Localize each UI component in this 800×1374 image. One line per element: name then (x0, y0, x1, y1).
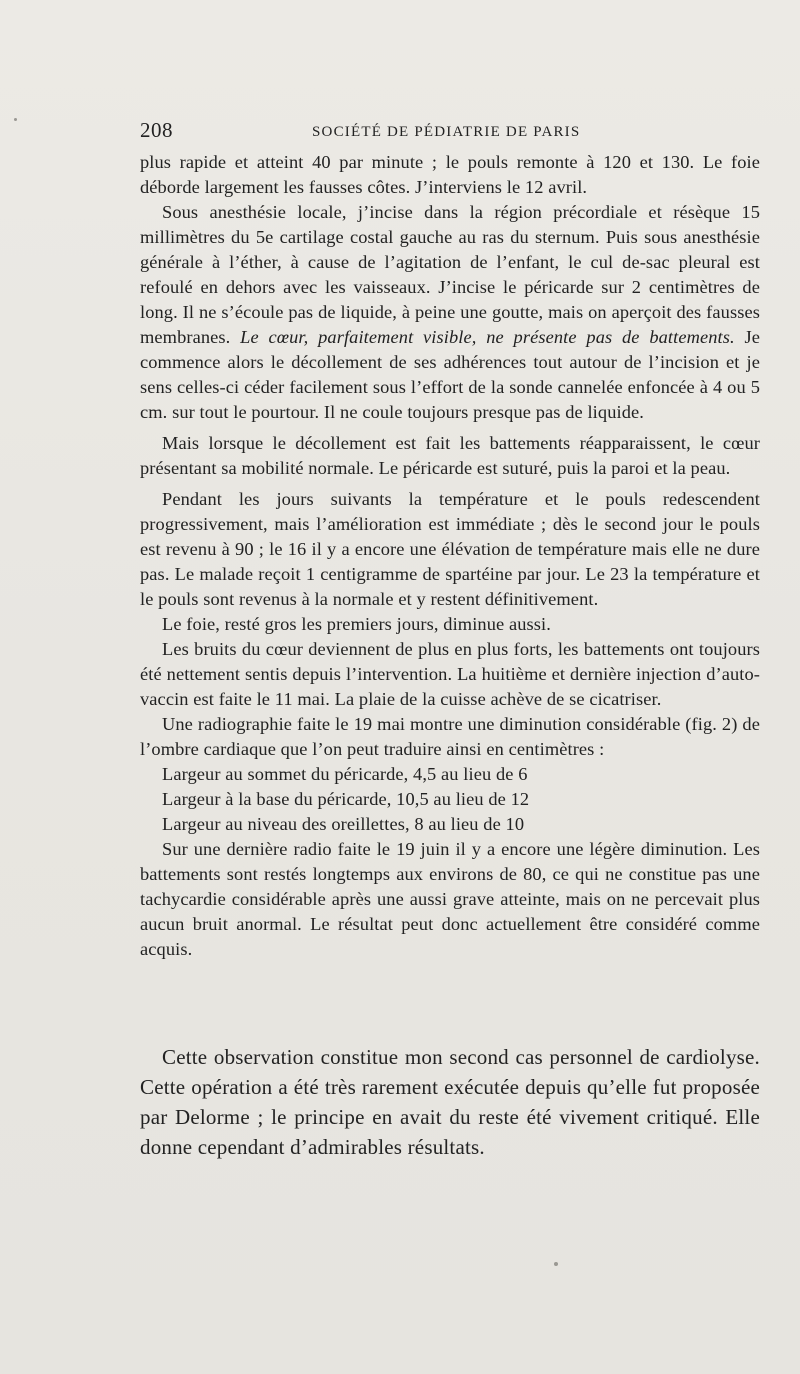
article-body (140, 150, 760, 962)
paragraph-suites: Pendant les jours suivants la température et le pouls redescendent progressivement, mais l’amélioration est immédiate ; dès le second jour le pouls est revenu à 90 ; le 16 il y a encore une élévation de température mais elle ne dure pas. Le malade reçoit 1 centigramme de spartéine par jour. Le 23 la température et le pouls sont revenus à la normale et y restent définitivement. (140, 489, 760, 609)
paper-speck (14, 118, 17, 121)
paragraph-battements: Mais lorsque le décollement est fait les battements réapparaissent, le cœur présentant sa mobilité normale. Le péricarde est suturé, puis la paroi et la peau. (140, 433, 760, 478)
measurement-line: Largeur au niveau des oreillettes, 8 au lieu de 10 (162, 814, 525, 834)
paragraph-foie: Le foie, resté gros les premiers jours, diminue aussi. (162, 614, 551, 634)
operation-italic-text: Le cœur, parfaitement visible, ne présente pas de battements. (240, 327, 735, 347)
paragraph-operation (140, 200, 760, 425)
paragraph-final: Sur une dernière radio faite le 19 juin il y a encore une légère diminution. Les battements sont restés longtemps aux environs de 80, ce qui ne constitue pas une tachycardie considérable après une aussi grave atteinte, mais on ne percevait plus aucun bruit anormal. Le résultat peut donc actuellement être considéré comme acquis. (140, 839, 760, 959)
page-number: 208 (140, 118, 173, 142)
paragraph-bruits: Les bruits du cœur deviennent de plus en plus forts, les battements ont toujours été nettement sentis depuis l’intervention. La huitième et dernière injection d’auto-vaccin est faite le 11 mai. La plaie de la cuisse achève de se cicatriser. (140, 639, 760, 709)
running-head: SOCIÉTÉ DE PÉDIATRIE DE PARIS (312, 124, 581, 140)
operation-text-rest: Je commence alors le décollement de ses adhérences tout autour de l’incision et je sens celles-ci céder facilement sous l’effort de la sonde cannelée enfoncée à 4 ou 5 cm. sur tout le pourtour. Il ne coule toujours presque pas de liquide. (140, 327, 761, 422)
page-header (140, 118, 760, 148)
conclusion-section (140, 1042, 760, 1162)
paragraph-conclusion: Cette observation constitue mon second cas personnel de cardiolyse. Cette opération a été très rarement exécutée depuis qu’elle fut proposée par Delorme ; le principe en avait du reste été vivement critiqué. Elle donne cependant d’admirables résultats. (140, 1045, 760, 1159)
paragraph-continuation: plus rapide et atteint 40 par minute ; le pouls remonte à 120 et 130. Le foie déborde largement les fausses côtes. J’interviens le 12 avril. (140, 152, 760, 197)
measurement-line: Largeur à la base du péricarde, 10,5 au lieu de 12 (162, 789, 530, 809)
operation-text: Sous anesthésie locale, j’incise dans la région précordiale et résèque 15 millimètres du 5e cartilage costal gauche au ras du sternum. Puis sous anesthésie générale à l’éther, à cause de l’agitation de l’enfant, le cul de-sac pleural est refoulé en dehors avec les vaisseaux. J’incise le péricarde sur 2 centimètres de long. Il ne s’écoule pas de liquide, à peine une goutte, mais on aperçoit des fausses membranes. (140, 202, 760, 347)
paragraph-radiographie: Une radiographie faite le 19 mai montre une diminution considérable (fig. 2) de l’ombre cardiaque que l’on peut traduire ainsi en centimètres : (140, 714, 760, 759)
paper-speck (554, 1262, 558, 1266)
measurement-line: Largeur au sommet du péricarde, 4,5 au lieu de 6 (162, 764, 528, 784)
